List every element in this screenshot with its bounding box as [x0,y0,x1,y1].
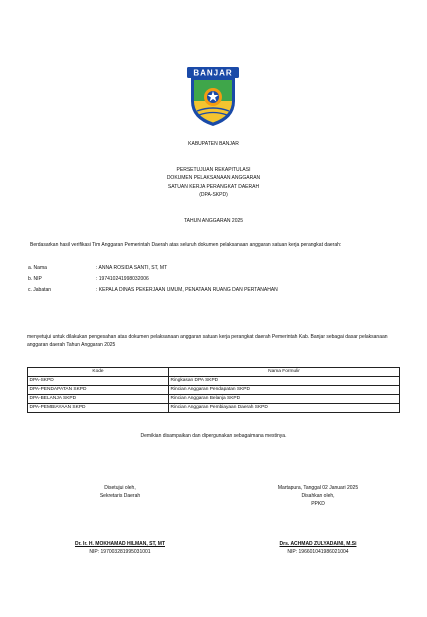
signatory-nip: NIP: 196601041986021004 [287,549,349,555]
title-line: SATUAN KERJA PERANGKAT DAERAH [167,183,260,190]
signature-right-footer [238,540,398,556]
identity-value: : ANNA ROSIDA SANTI, ST, MT [96,265,168,271]
signature-approval-label: Disahkan oleh, [301,493,335,499]
document-title [0,166,427,200]
identity-label: a. Nama [28,265,47,271]
banjar-regency-emblem [187,67,239,127]
signatory-name: Drs. ACHMAD ZULYADAINI, M.Si [279,541,357,547]
signature-title: Sekretaris Daerah [99,493,141,499]
cell-code: DPA-BELANJA SKPD [28,395,169,404]
title-line: DOKUMEN PELAKSANAAN ANGGARAN [166,175,261,182]
signature-block-right [238,484,398,508]
table-row [28,377,400,386]
table-row [28,395,400,404]
signatory-nip: NIP: 197003281995031001 [89,549,151,555]
intro-text: Berdasarkan hasil verifikasi Tim Anggaran Pemerintah Daerah atas seluruh dokumen pelaksanaan anggaran satuan kerja perangkat daerah: [30,242,342,248]
cell-form-name: Ringkasan DPA SKPD [169,377,400,386]
cell-code: DPA-PEMBIAYAAN SKPD [28,404,169,413]
identity-value: : KEPALA DINAS PEKERJAAN UMUM, PENATAAN RUANG DAN PERTANAHAN [96,287,278,293]
identity-position-row [28,287,408,295]
table-row [28,386,400,395]
cell-code: DPA-SKPD [28,377,169,386]
identity-name-row [28,265,408,273]
cell-form-name: Rincian Anggaran Belanja SKPD [169,395,400,404]
cell-form-name: Rincian Anggaran Pembiayaan Daerah SKPD [169,404,400,413]
approval-line: anggaran daerah Tahun Anggaran 2025 [27,341,116,348]
approval-line: menyetujui untuk dilakukan pengesahan atas dokumen pelaksanaan anggaran satuan kerja perangkat daerah Pemerintah Kab. Banjar sebagai dasar pelaksanaan [27,334,388,340]
agency-name: KABUPATEN BANJAR [188,141,239,147]
column-header-code: Kode [28,368,169,377]
cell-form-name: Rincian Anggaran Pendapatan SKPD [169,386,400,395]
signature-left-footer [40,540,200,556]
identity-label: b. NIP [28,276,42,282]
title-line: PERSETUJUAN REKAPITULASI [176,167,251,173]
identity-label: c. Jabatan [28,287,52,293]
table-header-row [28,368,400,377]
signature-approval-label: Disetujui oleh, [104,485,136,491]
table-row [28,404,400,413]
signature-title: PPKD [311,501,325,507]
identity-nip-row [28,276,408,284]
title-line: (DPA-SKPD) [199,192,228,199]
signatory-name: Dr. Ir. H. MOKHAMAD HILMAN, ST, MT [75,541,165,547]
column-header-form-name: Nama Formulir [169,368,400,377]
svg-text:BANJAR: BANJAR [193,68,233,78]
approval-text [27,334,405,349]
identity-value: : 197410241998032006 [96,276,149,282]
closing-statement: Demikian disampaikan dan dipergunakan sebagaimana mestinya. [140,433,287,439]
signature-block-left [40,484,200,500]
cell-code: DPA-PENDAPATAN SKPD [28,386,169,395]
fiscal-year: TAHUN ANGGARAN 2025 [183,218,244,224]
form-table [27,367,400,413]
signature-place-date: Martapura, Tanggal 02 Januari 2025 [277,485,359,491]
